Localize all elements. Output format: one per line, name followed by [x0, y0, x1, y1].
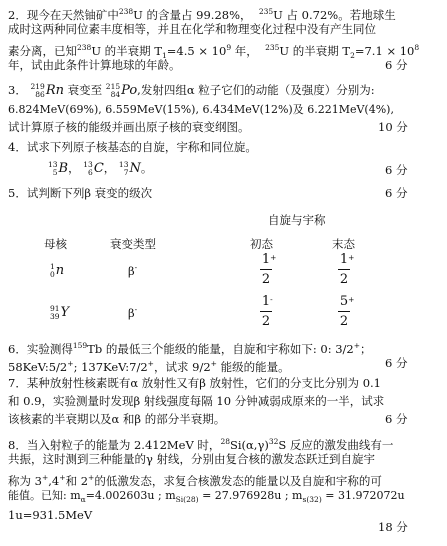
p7-points: 6 分 [385, 412, 408, 426]
p2-points: 6 分 [385, 58, 408, 72]
p5-points: 6 分 [385, 186, 408, 200]
nuclide-n13: 13 7 N [118, 160, 141, 177]
table-row-1-type: β- [128, 263, 138, 278]
table-row-2-type: β- [128, 305, 138, 320]
p3-line-3: 试计算原子核的能级并画出原子核的衰变纲图。 [8, 120, 250, 134]
p2-line-3: 素分离，已知$^{238}$U 的半衰期 $T_1=4.5 \times 10^9$ 年， $^{235}$U 的半衰期 $T_2=7.1 \times 10^8$ [8, 43, 420, 61]
p7-line-1: 7．某种放射性核素既有α 放射性又有β 放射性，它们的分支比分别为 0.1 [8, 376, 381, 390]
nuclide-c13: 13 6 C [83, 160, 104, 177]
p4-line-2: 13 5 B， 13 6 C， 13 7 N。 [48, 160, 153, 177]
p8-points: 18 分 [378, 520, 408, 534]
table-row-2-parent: 91 39 Y [50, 304, 70, 321]
p8-line-5: 1u=931.5MeV [8, 508, 93, 522]
p4-points: 6 分 [385, 163, 408, 177]
p7-line-3: 该核素的半衰期以及α 和β 的部分半衰期。 [8, 412, 226, 426]
col-spin-parity: 自旋与宇称 [268, 213, 326, 227]
nuclide-po: 215 84 Po [105, 82, 138, 99]
table-row-1-parent: 1 0 n [50, 262, 65, 279]
p8-line-2: 共振，这时测到三种能量的γ 射线，分别由复合核的激发态跃迁到自旋宇 [8, 452, 376, 466]
table-row-1-final: 1 + 2 [339, 252, 355, 287]
p3-line-2: 6.824MeV(69%), 6.559MeV(15%), 6.434MeV(12%)及 6.221MeV(4%), [8, 103, 394, 116]
p5-line-1: 5．试判断下列β 衰变的级次 [8, 186, 153, 200]
nuclide-b13: 13 5 B [48, 160, 69, 177]
table-row-1-initial: 1 + 2 [261, 252, 277, 287]
p4-line-1: 4．试求下列原子核基态的自旋，宇称和同位旋。 [8, 140, 257, 154]
p8-line-1: 8．当入射粒子的能量为 2.412MeV 时，$^{28}Si(\alpha,\gamma)^{32}S$ 反应的激发曲线有一 [8, 437, 394, 452]
nuclide-rn: 219 86 Rn [30, 82, 64, 99]
table-row-2-final: 5 + 2 [339, 294, 355, 329]
col-decay-type: 衰变类型 [110, 237, 156, 251]
table-row-2-initial: 1 - 2 [261, 294, 273, 329]
p3-line-1: 3． 219 86 Rn 衰变至 215 84 Po,发射四组α 粒子它们的动能（及强度）分别为: [8, 82, 375, 99]
col-initial: 初态 [250, 237, 273, 251]
p7-line-2: 和 0.9，实验测量时发现β 射线强度每隔 10 分钟减弱成原来的一半，试求 [8, 394, 385, 408]
p6-line-2: 58KeV:5/2+; 137KeV:7/2+，试求 9/2+ 能级的能量。 [8, 359, 290, 374]
p6-line-1: 6．实验测得$^{159}$Tb 的最低三个能级的能量，自旋和宇称如下: 0: 3/2+； [8, 341, 372, 356]
p3-points: 10 分 [378, 120, 408, 134]
p6-points: 6 分 [385, 356, 408, 370]
p2-line-4: 年，试由此条件计算地球的年龄。 [8, 58, 181, 72]
col-final: 末态 [332, 237, 355, 251]
p8-line-4: 能值。已知: $m_\alpha=4.002603u$ ; $m_{Si(28)} = 27.976928u$ ; $m_{s(32)} = 31.972072u$ [8, 489, 405, 505]
p8-line-3: 称为 3+,4+和 2+的低激发态，求复合核激发态的能量以及自旋和宇称的可 [8, 473, 382, 488]
p2-line-1: 2．现今在天然铀矿中$^{238}$U 的含量占 99.28%， $^{235}$U 占 0.72%。若地球生 [8, 7, 396, 22]
col-parent: 母核 [44, 237, 67, 251]
p2-line-2: 成时这两种同位素丰度相等，并且在化学和物理变化过程中没有产生同位 [8, 22, 376, 36]
